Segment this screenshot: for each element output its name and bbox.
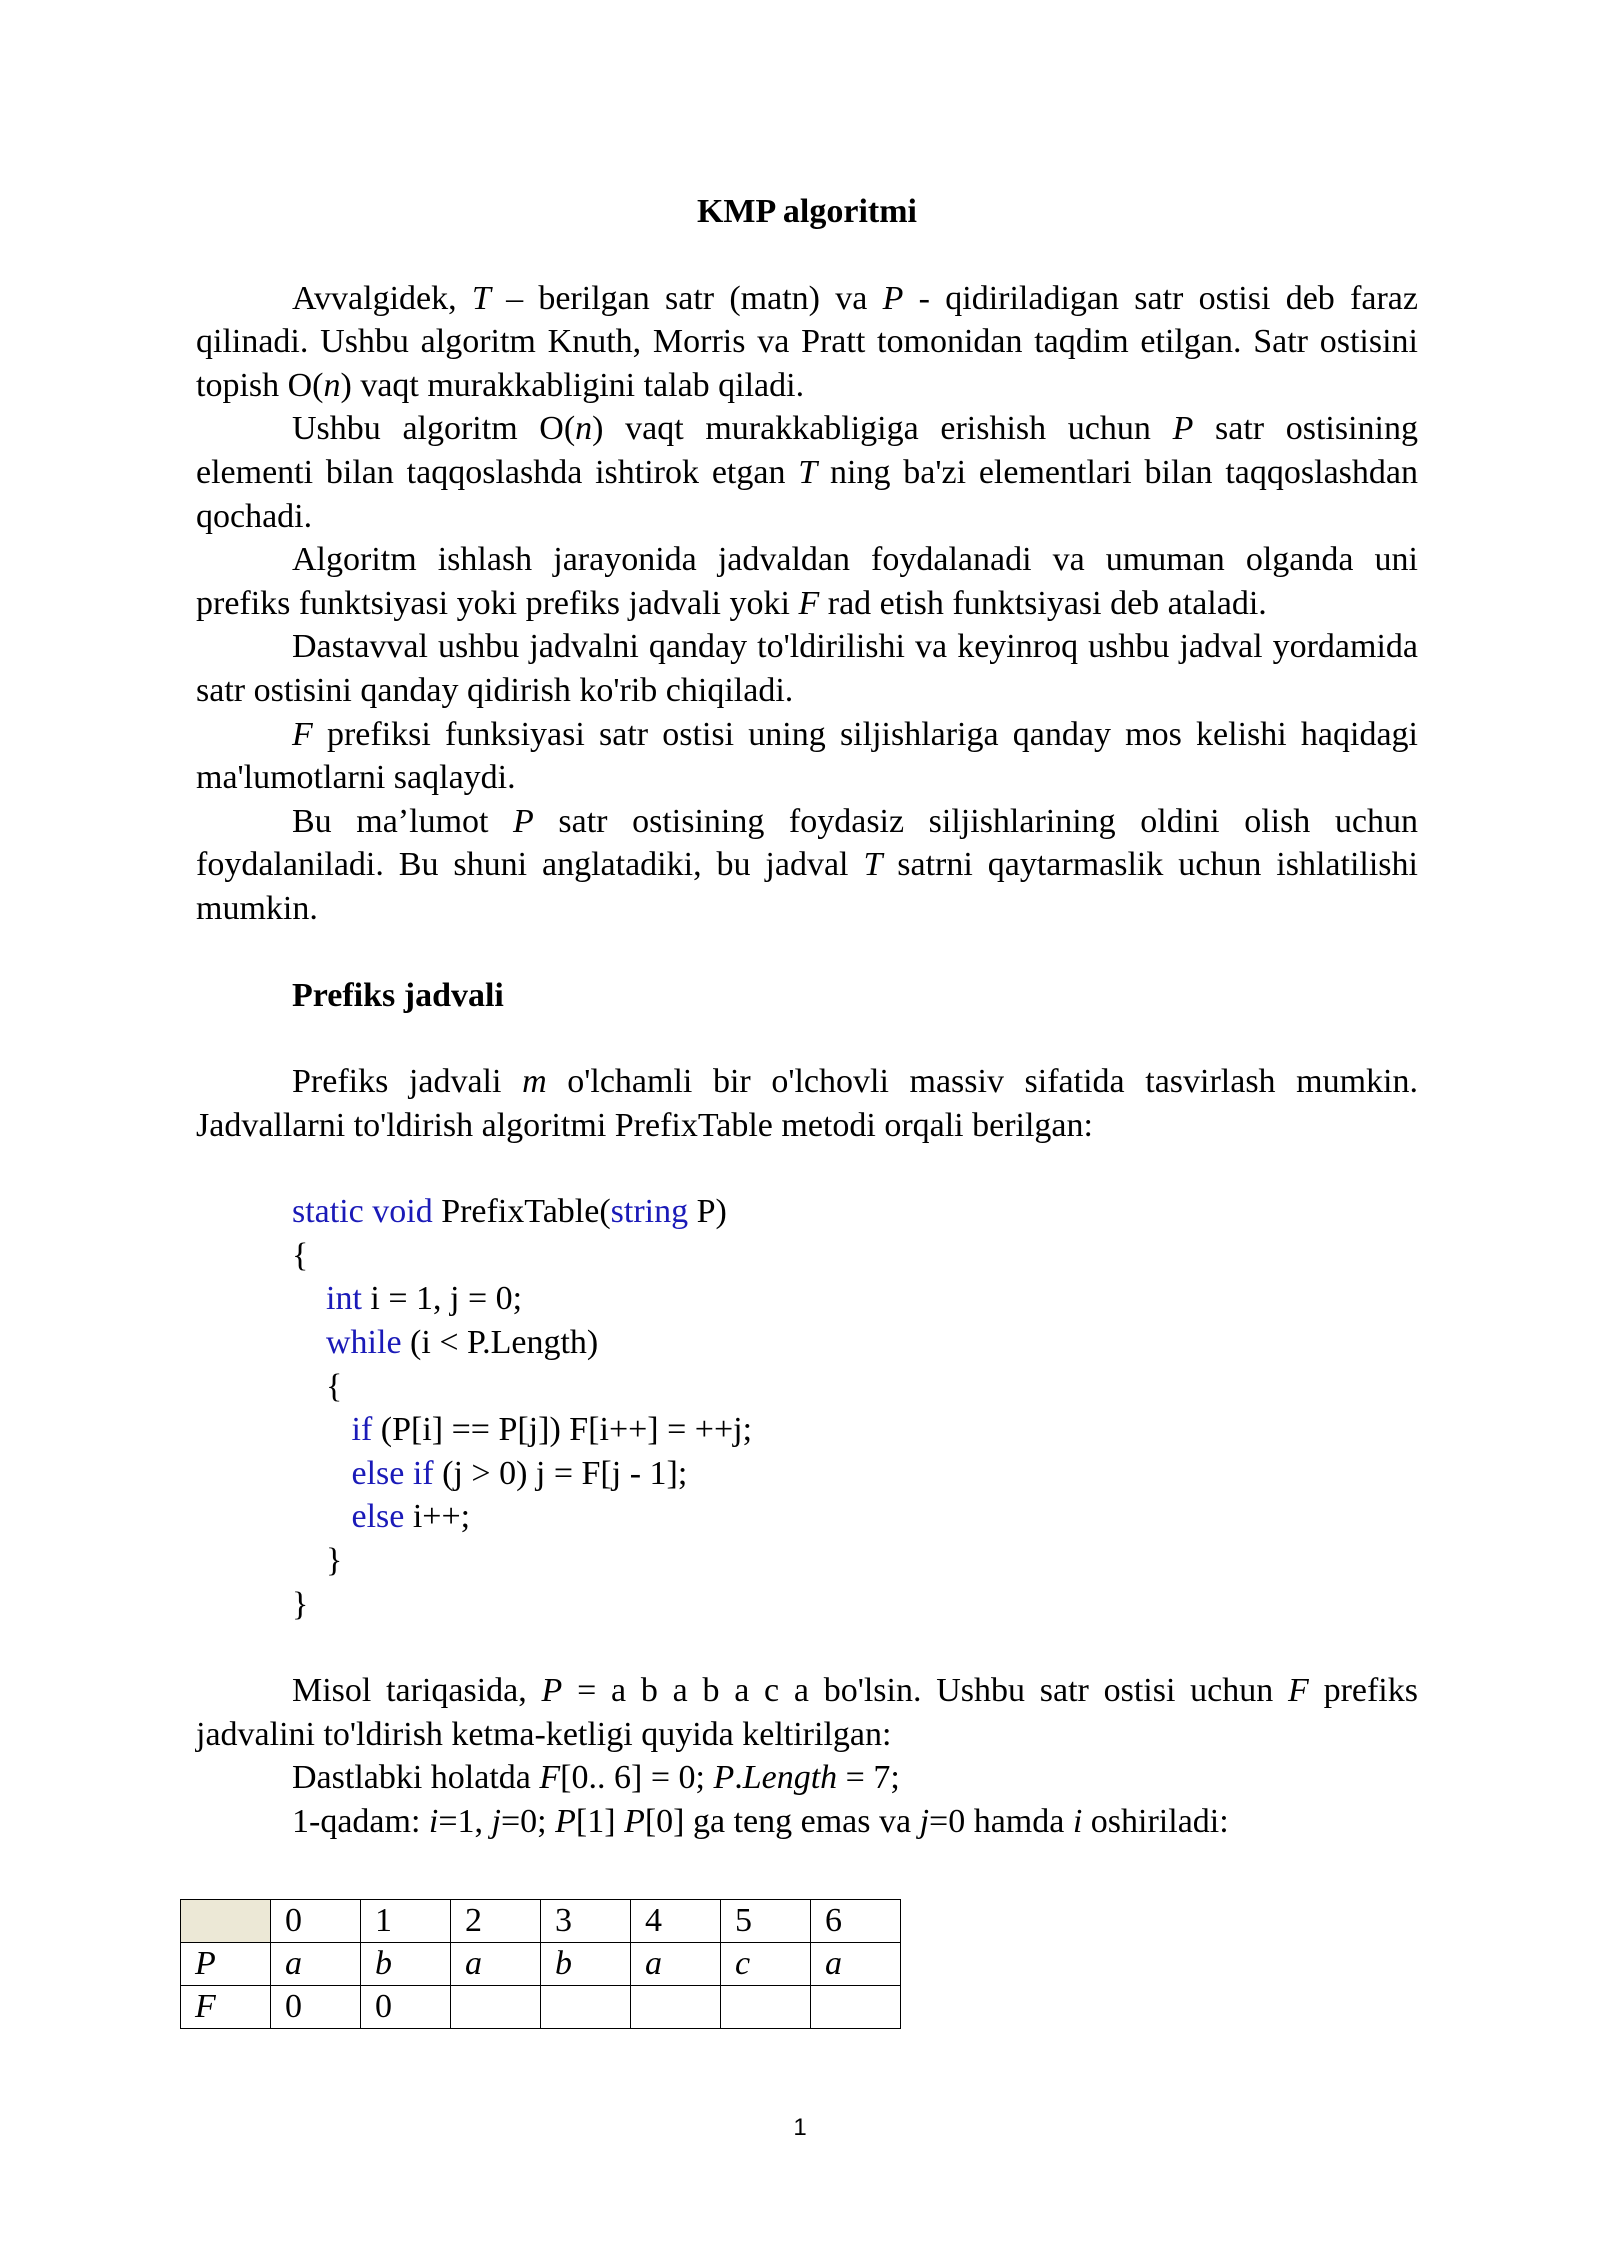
code-line: { <box>292 1236 309 1274</box>
italic-text: i <box>428 1803 439 1840</box>
row-label: F <box>181 1986 271 2029</box>
table-header-cell: 5 <box>721 1900 811 1943</box>
table-cell <box>721 1986 811 2029</box>
table-header-cell: 2 <box>451 1900 541 1943</box>
table-row-f <box>181 1986 901 2029</box>
line-initial: Dastlabki holatda F[0.. 6] = 0; P.Length = 7; <box>292 1759 900 1797</box>
italic-text: F <box>539 1759 561 1797</box>
paragraph-2: Ushbu algoritm O(n) vaqt murakkabligiga erishish uchun P satr ostisining elementi bilan taqqoslashda ishtirok etgan T ning ba'zi elementlari bilan taqqoslashdan qochadi. <box>196 410 1418 535</box>
italic-text: T <box>798 453 818 491</box>
code-keyword: else if <box>351 1454 434 1492</box>
italic-text: T <box>471 279 491 317</box>
italic-text: F <box>292 715 313 753</box>
italic-text: m <box>522 1063 547 1101</box>
italic-text: F <box>798 584 820 622</box>
code-line: else if (j > 0) j = F[j - 1]; <box>351 1454 688 1492</box>
row-label: P <box>181 1943 271 1986</box>
code-keyword: string <box>610 1193 689 1231</box>
italic-text: P <box>713 1759 735 1797</box>
document-title: KMP algoritmi <box>696 193 917 230</box>
table-cell <box>811 1986 901 2029</box>
document-body <box>196 190 1418 1844</box>
table-cell: c <box>721 1943 811 1986</box>
code-line: } <box>292 1585 309 1623</box>
table-cell: a <box>811 1943 901 1986</box>
code-line: } <box>292 1542 343 1580</box>
table-row-p <box>181 1943 901 1986</box>
table-cell: 0 <box>361 1986 451 2029</box>
table-cell <box>631 1986 721 2029</box>
table-cell: a <box>631 1943 721 1986</box>
italic-text: j <box>919 1803 930 1840</box>
paragraph-3: Algoritm ishlash jarayonida jadvaldan foydalanadi va umuman olganda uni prefiks funktsiyasi yoki prefiks jadvali yoki F rad etish funktsiyasi deb ataladi. <box>196 541 1418 622</box>
code-keyword: if <box>351 1411 373 1449</box>
paragraph-example: Misol tariqasida, P = a b a b a c a bo'lsin. Ushbu satr ostisi uchun F prefiks jadvalini to'ldirish ketma-ketligi quyida keltirilgan: <box>196 1672 1418 1753</box>
table-cell: b <box>541 1943 631 1986</box>
code-keyword: else <box>351 1498 405 1536</box>
paragraph-6: Bu ma’lumot P satr ostisining foydasiz siljishlarining oldini olish uchun foydalaniladi. Bu shuni anglatadiki, bu jadval T satrni qaytarmaslik uchun ishlatilishi mumkin. <box>196 802 1418 927</box>
table-cell: a <box>271 1943 361 1986</box>
code-block <box>292 1190 1418 1626</box>
italic-text: i <box>1072 1803 1083 1840</box>
code-line: static void PrefixTable(string P) <box>292 1193 727 1231</box>
table-header-cell: 4 <box>631 1900 721 1943</box>
table-header-cell: 0 <box>271 1900 361 1943</box>
italic-text: P <box>882 279 904 317</box>
italic-text: P <box>1172 410 1194 448</box>
italic-text: T <box>863 846 883 884</box>
paragraph-4: Dastavval ushbu jadvalni qanday to'ldirilishi va keyinroq ushbu jadval yordamida satr ostisini qanday qidirish ko'rib chiqiladi. <box>196 628 1418 709</box>
table-header-cell: 1 <box>361 1900 451 1943</box>
italic-text: n <box>575 410 593 448</box>
code-keyword: while <box>326 1324 402 1362</box>
table-header-cell: 6 <box>811 1900 901 1943</box>
table-header-cell <box>181 1900 271 1943</box>
table-cell: 0 <box>271 1986 361 2029</box>
code-line: { <box>292 1367 343 1405</box>
paragraph-5: F prefiksi funksiyasi satr ostisi uning siljishlariga qanday mos kelishi haqidagi ma'lumotlarni saqlaydi. <box>196 715 1418 797</box>
italic-text: P <box>624 1803 645 1840</box>
italic-text: P <box>555 1803 576 1840</box>
table-header-row <box>181 1900 901 1943</box>
code-keyword: static void <box>292 1193 433 1231</box>
table-cell: b <box>361 1943 451 1986</box>
table-cell: a <box>451 1943 541 1986</box>
page-number: 1 <box>793 2114 807 2141</box>
italic-text: Length <box>742 1759 838 1797</box>
table-cell <box>451 1986 541 2029</box>
paragraph-1: Avvalgidek, T – berilgan satr (matn) va P - qidiriladigan satr ostisi deb faraz qilinadi. Ushbu algoritm Knuth, Morris va Pratt tomonidan taqdim etilgan. Satr ostisini topish O(n) vaqt murakkabligini talab qiladi. <box>196 279 1418 404</box>
table-header-cell: 3 <box>541 1900 631 1943</box>
table-cell <box>541 1986 631 2029</box>
code-line: else i++; <box>351 1498 471 1536</box>
paragraph-prefix: Prefiks jadvali m o'lchamli bir o'lchovli massiv sifatida tasvirlash mumkin. Jadvallarni to'ldirish algoritmi PrefixTable metodi orqali berilgan: <box>196 1063 1419 1144</box>
code-line: if (P[i] == P[j]) F[i++] = ++j; <box>351 1411 753 1449</box>
italic-text: P <box>513 802 534 840</box>
code-keyword: int <box>326 1280 362 1318</box>
code-line: while (i < P.Length) <box>326 1324 599 1362</box>
line-step1: 1-qadam: i=1, j=0; P[1] P[0] ga teng emas va j=0 hamda i oshiriladi: <box>292 1803 1229 1840</box>
prefix-table <box>180 1899 901 2029</box>
section-heading: Prefiks jadvali <box>292 976 504 1014</box>
italic-text: n <box>323 366 341 404</box>
italic-text: P <box>541 1672 563 1710</box>
italic-text: F <box>1288 1672 1309 1710</box>
code-line: int i = 1, j = 0; <box>326 1280 523 1318</box>
italic-text: j <box>491 1803 501 1840</box>
